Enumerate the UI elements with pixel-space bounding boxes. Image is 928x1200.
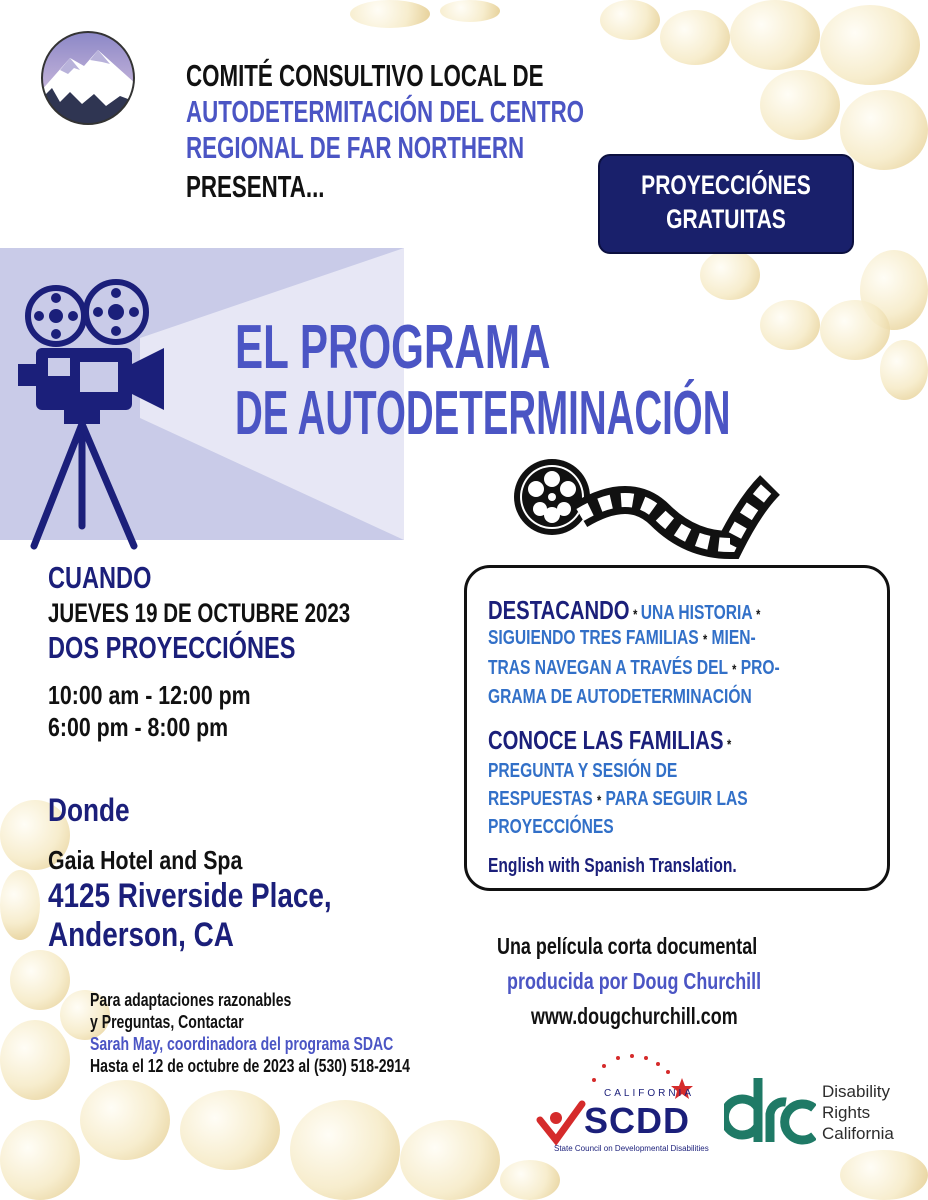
film-website: www.dougchurchill.com [531, 1003, 738, 1029]
highlight-line-3 [488, 657, 780, 680]
highlight-line-4: GRAMA DE AUTODETERMINACIÓN [488, 686, 752, 708]
contact-person: Sarah May, coordinadora del programa SDAC [90, 1034, 394, 1054]
drc-mark-icon [724, 1074, 816, 1146]
highlight-families: SIGUIENDO TRES FAMILIAS [488, 627, 699, 649]
disability-rights-california-logo [724, 1074, 914, 1154]
scdd-name: SCDD [584, 1100, 691, 1141]
highlights-heading [488, 595, 760, 626]
qa-line-3: PROYECCIÓNES [488, 816, 614, 838]
free-screenings-badge [598, 154, 854, 254]
film-camera-icon [14, 276, 184, 556]
event-date: JUEVES 19 DE OCTUBRE 2023 [48, 598, 351, 628]
star: * [732, 661, 737, 677]
language-note: English with Spanish Translation. [488, 855, 737, 877]
when-heading: CUANDO [48, 560, 152, 595]
star: * [756, 606, 761, 622]
checkmark-icon [536, 1098, 586, 1148]
screening-time-2: 6:00 pm - 8:00 pm [48, 712, 229, 742]
drc-line-1: Disability [822, 1082, 891, 1101]
highlight-while: MIEN- [711, 627, 756, 649]
qa-line-2 [488, 788, 748, 811]
star: * [596, 792, 602, 808]
header-line-1: COMITÉ CONSULTIVO LOCAL DE [186, 58, 544, 93]
screening-time-1: 10:00 am - 12:00 pm [48, 680, 251, 710]
star: * [726, 736, 732, 752]
highlights-heading-label: DESTACANDO [488, 595, 630, 625]
highlight-navigate: TRAS NAVEGAN A TRAVÉS DEL [488, 657, 728, 679]
contact-line-2: y Preguntas, Contactar [90, 1012, 244, 1032]
highlight-story: UNA HISTORIA [640, 602, 753, 624]
qa-answers: RESPUESTAS [488, 788, 593, 810]
meet-families-label: CONOCE LAS FAMILIAS [488, 725, 724, 755]
venue-name: Gaia Hotel and Spa [48, 845, 243, 875]
highlight-pro: PRO- [740, 657, 780, 679]
film-producer: producida por Doug Churchill [507, 968, 762, 994]
highlight-line-2 [488, 627, 756, 650]
film-description: Una película corta documental [497, 933, 758, 959]
venue-street: 4125 Riverside Place, [48, 877, 332, 915]
screenings-count: DOS PROYECCIÓNES [48, 630, 296, 665]
star: * [633, 606, 638, 622]
film-reel-icon [510, 445, 870, 570]
drc-line-3: California [822, 1124, 894, 1143]
qa-follow: PARA SEGUIR LAS [605, 788, 748, 810]
star: * [702, 631, 708, 647]
scdd-state: CALIFORNIA [604, 1088, 695, 1099]
header-line-3: REGIONAL DE FAR NORTHERN [186, 130, 525, 165]
where-heading: Donde [48, 792, 130, 828]
header-line-2: AUTODETERMITACIÓN DEL CENTRO [186, 94, 585, 129]
scdd-logo [532, 1050, 709, 1160]
header-line-4: PRESENTA... [186, 169, 325, 204]
title-line-2: DE AUTODETERMINACIÓN [235, 379, 731, 448]
badge-line-1: PROYECCIÓNES [641, 170, 811, 200]
contact-deadline-phone: Hasta el 12 de octubre de 2023 al (530) 518-2914 [90, 1056, 410, 1076]
title-line-1: EL PROGRAMA [235, 313, 551, 382]
mountain-logo [40, 30, 136, 126]
qa-line-1: PREGUNTA Y SESIÓN DE [488, 760, 678, 782]
meet-families-heading [488, 725, 731, 756]
venue-city: Anderson, CA [48, 916, 234, 954]
badge-line-2: GRATUITAS [666, 204, 786, 234]
scdd-full-name: State Council on Developmental Disabilities [554, 1144, 709, 1153]
drc-line-2: Rights [822, 1103, 871, 1122]
contact-line-1: Para adaptaciones razonables [90, 990, 292, 1010]
